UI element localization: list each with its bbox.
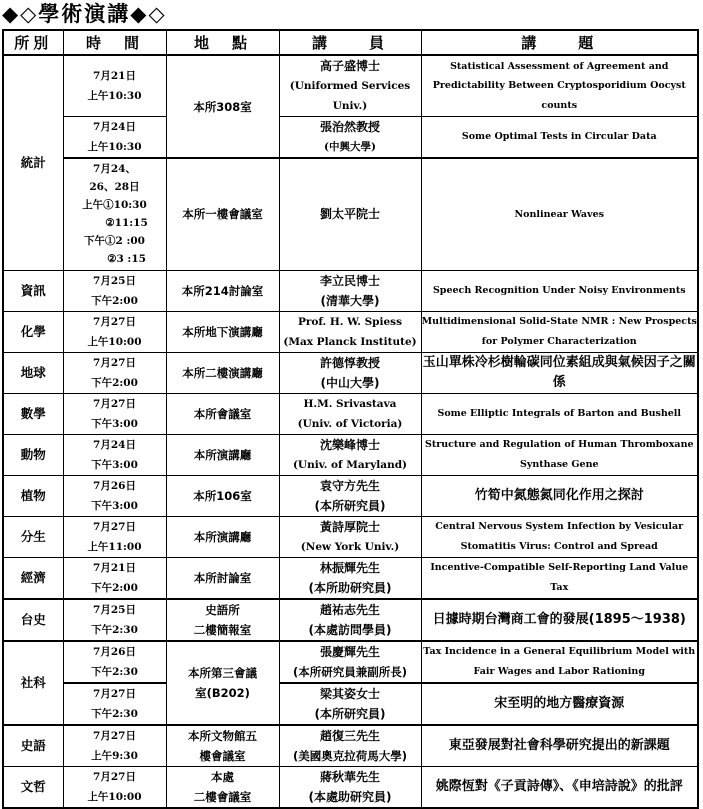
- time-text: 上午10:00: [87, 790, 142, 803]
- date-text: 7月24、: [93, 163, 136, 176]
- table-row: [3, 475, 698, 516]
- header-topic: 講 題: [421, 30, 698, 55]
- time-text: 下午3:00: [91, 417, 138, 430]
- date-text: 7月21日: [93, 561, 136, 574]
- room-text: 本所第三會議: [188, 665, 257, 680]
- speaker-affiliation: (Univ. of Maryland): [292, 458, 408, 471]
- time-cell: [63, 55, 166, 117]
- speaker-affiliation: (本所研究員): [314, 498, 386, 513]
- topic-cell: 玉山單株冷杉樹輪碳同位素組成與氣候因子之關係: [421, 352, 698, 393]
- dept-cell: 經濟: [3, 557, 63, 599]
- speaker-cell: [279, 117, 421, 159]
- speaker-cell: [279, 557, 421, 599]
- speaker-name: 蔣秋華先生: [319, 769, 380, 784]
- speaker-cell: [279, 475, 421, 516]
- speaker-name: H.M. Srivastava: [303, 397, 397, 410]
- time-text: 上午10:30: [87, 90, 142, 102]
- table-row: [3, 641, 698, 683]
- dept-cell: 資訊: [3, 270, 63, 311]
- page-title: ◆◇學術演講◆◇: [2, 2, 167, 26]
- speaker-name: 梁其姿女士: [319, 686, 380, 701]
- topic-cell: Statistical Assessment of Agreement and Predictability Between Cryptosporidium Oocyst counts: [421, 55, 698, 117]
- speaker-cell: [279, 641, 421, 683]
- topic-cell: 宋至明的地方醫療資源: [421, 683, 698, 725]
- room-cell: [166, 766, 279, 808]
- room-text: 二樓會議室: [193, 789, 252, 804]
- header-dept: 所別: [3, 30, 63, 55]
- speaker-affiliation: (New York Univ.): [300, 540, 400, 553]
- room-cell: 本所一樓會議室: [166, 158, 279, 270]
- table-row: [3, 55, 698, 117]
- table-row: [3, 516, 698, 557]
- dept-cell: 史語: [3, 725, 63, 767]
- speaker-name: 沈樂峰博士: [319, 437, 380, 452]
- header-place: 地 點: [166, 30, 279, 55]
- topic-cell: 東亞發展對社會科學研究提出的新課題: [421, 725, 698, 767]
- speaker-name: 李立民博士: [319, 273, 380, 288]
- topic-cell: Incentive-Compatible Self-Reporting Land Value Tax: [421, 557, 698, 599]
- time-cell: [63, 683, 166, 725]
- table-row: [3, 270, 698, 311]
- speaker-affiliation: (本所助研究員): [308, 580, 392, 595]
- speaker-cell: [279, 352, 421, 393]
- table-row: [3, 352, 698, 393]
- time-text: 下午3:00: [91, 499, 138, 512]
- table-row: [3, 683, 698, 725]
- topic-cell: Speech Recognition Under Noisy Environments: [421, 270, 698, 311]
- table-row: [3, 117, 698, 159]
- time-cell: [63, 117, 166, 159]
- speaker-cell: [279, 599, 421, 641]
- time-cell: [63, 725, 166, 767]
- header-time: 時 間: [63, 30, 166, 55]
- dept-cell: 植物: [3, 475, 63, 516]
- topic-cell: Nonlinear Waves: [421, 158, 698, 270]
- room-cell: [166, 599, 279, 641]
- time-text: 下午3:00: [91, 458, 138, 471]
- time-text: 下午2:00: [91, 376, 138, 389]
- dept-cell: 文哲: [3, 766, 63, 808]
- speaker-affiliation: Univ.): [332, 100, 368, 112]
- date-text: 7月27日: [93, 770, 136, 783]
- speaker-cell: [279, 158, 421, 270]
- date-text: 26、28日: [89, 181, 140, 194]
- speaker-name: 劉太平院士: [319, 207, 380, 222]
- room-text: 本處: [211, 769, 234, 784]
- room-cell: 本所308室: [166, 55, 279, 158]
- speaker-name: 張治然教授: [319, 120, 380, 134]
- table-row: [3, 393, 698, 434]
- topic-cell: Central Nervous System Infection by Vesicular Stomatitis Virus: Control and Spread: [421, 516, 698, 557]
- topic-cell: Some Optimal Tests in Circular Data: [421, 117, 698, 159]
- speaker-cell: [279, 311, 421, 352]
- time-text: 下午2:30: [91, 623, 138, 636]
- lecture-schedule-table: [2, 29, 699, 809]
- table-row: [3, 158, 698, 270]
- speaker-affiliation: (Max Planck Institute): [283, 335, 417, 348]
- time-cell: [63, 641, 166, 683]
- date-text: 7月21日: [93, 70, 136, 82]
- header-speaker: 講 員: [279, 30, 421, 55]
- room-text: 室(B202): [195, 685, 250, 700]
- speaker-cell: [279, 393, 421, 434]
- speaker-name: 黃詩厚院士: [319, 519, 380, 534]
- speaker-name: 袁守方先生: [319, 478, 380, 493]
- time-cell: [63, 270, 166, 311]
- time-cell: [63, 766, 166, 808]
- dept-cell: 分生: [3, 516, 63, 557]
- room-text: 史語所: [205, 602, 240, 617]
- time-text: ②3 :15: [107, 253, 146, 266]
- date-text: 7月27日: [93, 356, 136, 369]
- table-header-row: [3, 30, 698, 55]
- topic-cell: 竹筍中氮態氮同化作用之探討: [421, 475, 698, 516]
- date-text: 7月26日: [93, 479, 136, 492]
- dept-cell: 化學: [3, 311, 63, 352]
- speaker-name: Prof. H. W. Spiess: [297, 315, 402, 328]
- room-cell: 本所演講廳: [166, 434, 279, 475]
- date-text: 7月27日: [93, 315, 136, 328]
- time-cell: [63, 352, 166, 393]
- date-text: 7月25日: [93, 274, 136, 287]
- time-text: 上午11:00: [87, 540, 142, 553]
- dept-cell: 數學: [3, 393, 63, 434]
- room-text: 本所文物館五: [188, 728, 257, 743]
- speaker-affiliation: (Uniformed Services: [289, 80, 411, 92]
- room-text: 樓會議室: [199, 748, 246, 763]
- room-cell: [166, 725, 279, 767]
- table-row: [3, 557, 698, 599]
- table-row: [3, 725, 698, 767]
- table-row: [3, 599, 698, 641]
- time-cell: [63, 393, 166, 434]
- speaker-name: 林振輝先生: [319, 560, 380, 575]
- speaker-affiliation: (Univ. of Victoria): [297, 417, 403, 430]
- time-text: ②11:15: [105, 217, 148, 230]
- room-cell: 本所演講廳: [166, 516, 279, 557]
- speaker-affiliation: (本處訪問學員): [308, 622, 392, 637]
- date-text: 7月27日: [93, 520, 136, 533]
- speaker-affiliation: (本所研究員兼副所長): [292, 664, 407, 679]
- speaker-cell: [279, 270, 421, 311]
- time-cell: [63, 475, 166, 516]
- time-cell: [63, 311, 166, 352]
- speaker-name: 趙復三先生: [319, 728, 380, 743]
- date-text: 7月27日: [93, 729, 136, 742]
- speaker-affiliation: (美國奧克拉荷馬大學): [292, 748, 407, 763]
- room-cell: 本所106室: [166, 475, 279, 516]
- speaker-affiliation: (本處助研究員): [308, 789, 392, 804]
- speaker-affiliation: (本所研究員): [314, 706, 386, 721]
- speaker-cell: [279, 434, 421, 475]
- speaker-cell: [279, 683, 421, 725]
- dept-cell: 統計: [3, 55, 63, 270]
- speaker-affiliation: (中山大學): [320, 375, 380, 390]
- topic-cell: 姚際恆對《子貢詩傳》、《申培詩說》的批評: [421, 766, 698, 808]
- time-text: 上午9:30: [91, 749, 138, 762]
- room-cell: 本所會議室: [166, 393, 279, 434]
- time-text: 下午2:30: [91, 665, 138, 678]
- speaker-name: 趙祐志先生: [319, 602, 380, 617]
- time-text: 下午2:00: [91, 294, 138, 307]
- room-cell: [166, 641, 279, 725]
- time-cell: [63, 434, 166, 475]
- speaker-cell: [279, 516, 421, 557]
- speaker-affiliation: (清華大學): [320, 293, 380, 308]
- table-row: [3, 434, 698, 475]
- topic-cell: 日據時期台灣商工會的發展(1895～1938): [421, 599, 698, 641]
- topic-cell: Multidimensional Solid-State NMR : New Prospects for Polymer Characterization: [421, 311, 698, 352]
- speaker-name: 張慶輝先生: [319, 644, 380, 659]
- time-text: 上午①10:30: [82, 199, 147, 212]
- dept-cell: 動物: [3, 434, 63, 475]
- speaker-cell: [279, 725, 421, 767]
- time-cell: [63, 599, 166, 641]
- room-text: 二樓簡報室: [193, 622, 252, 637]
- room-cell: 本所討論室: [166, 557, 279, 599]
- date-text: 7月25日: [93, 603, 136, 616]
- topic-cell: Some Elliptic Integrals of Barton and Bushell: [421, 393, 698, 434]
- speaker-cell: [279, 766, 421, 808]
- date-text: 7月27日: [93, 687, 136, 700]
- speaker-affiliation: (中興大學): [324, 141, 376, 153]
- table-row: [3, 311, 698, 352]
- time-cell: [63, 158, 166, 270]
- time-text: 上午10:00: [87, 335, 142, 348]
- time-text: 下午2:00: [91, 581, 138, 594]
- room-cell: 本所214討論室: [166, 270, 279, 311]
- date-text: 7月27日: [93, 397, 136, 410]
- time-text: 下午2:30: [91, 707, 138, 720]
- dept-cell: 社科: [3, 641, 63, 725]
- room-cell: 本所二樓演講廳: [166, 352, 279, 393]
- speaker-cell: [279, 55, 421, 117]
- room-cell: 本所地下演講廳: [166, 311, 279, 352]
- date-text: 7月26日: [93, 645, 136, 658]
- date-text: 7月24日: [93, 438, 136, 451]
- time-text: 下午①2 :00: [84, 235, 145, 248]
- time-cell: [63, 516, 166, 557]
- topic-cell: Structure and Regulation of Human Thromboxane Synthase Gene: [421, 434, 698, 475]
- topic-cell: Tax Incidence in a General Equilibrium Model with Fair Wages and Labor Rationing: [421, 641, 698, 683]
- table-row: [3, 766, 698, 808]
- dept-cell: 地球: [3, 352, 63, 393]
- speaker-name: 高子盛博士: [319, 59, 380, 73]
- dept-cell: 台史: [3, 599, 63, 641]
- time-text: 上午10:30: [87, 141, 142, 153]
- speaker-name: 許德惇教授: [319, 355, 380, 370]
- date-text: 7月24日: [93, 121, 136, 133]
- time-cell: [63, 557, 166, 599]
